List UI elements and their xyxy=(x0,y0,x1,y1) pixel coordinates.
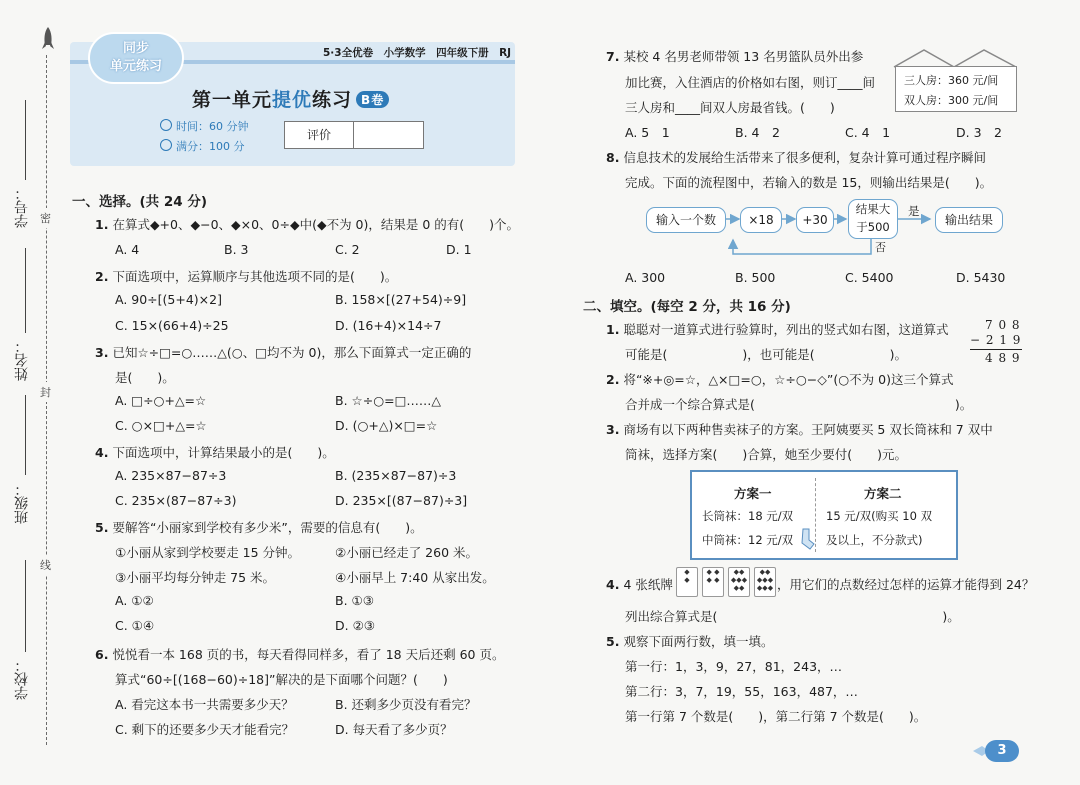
q5-info-1: ①小丽从家到学校要走 15 分钟。 xyxy=(115,545,301,560)
flow-condition-line-1: 结果大 xyxy=(855,202,891,216)
q1-option-a[interactable]: A. 4 xyxy=(115,242,140,257)
q3-text: 已知☆÷□=○……△(○、□均不为 0)，那么下面算式一定正确的 xyxy=(112,345,472,360)
q6-text: 悦悦看一本 168 页的书，每天看得同样多，看了 18 天后还剩 60 页。 xyxy=(112,647,505,662)
q1-text: 在算式◆+0、◆−0、◆×0、0÷◆中(◆不为 0)，结果是 0 的有( )个。 xyxy=(112,217,520,232)
q4-number: 4. xyxy=(95,445,109,460)
question-3 xyxy=(95,343,471,361)
plan-2-title: 方案二 xyxy=(864,486,902,501)
q8-line-1: 信息技术的发展给生活带来了很多便利，复杂计算可通过程序瞬间 xyxy=(623,150,986,165)
q8-option-c[interactable]: C. 5400 xyxy=(845,270,894,285)
q8-option-d[interactable]: D. 5430 xyxy=(956,270,1006,285)
f2-line-2[interactable]: 合并成一个综合算式是( )。 xyxy=(625,397,973,412)
name-label: 姓名： xyxy=(14,339,30,381)
q2-option-a[interactable]: A. 90÷[(5+4)×2] xyxy=(115,292,222,307)
class-label: 班级： xyxy=(14,482,30,524)
q5-info-4: ④小丽早上 7:40 从家出发。 xyxy=(335,570,495,585)
hotel-price-board xyxy=(895,66,1017,112)
sock-icon xyxy=(798,528,816,550)
title-part-c: 练习 xyxy=(312,89,353,111)
q7-option-a[interactable]: A. 5 1 xyxy=(625,125,670,140)
vertical-calc-line-3: 4 8 9 xyxy=(985,351,1021,365)
f1-number: 1. xyxy=(606,322,620,337)
plan-2-condition: 及以上，不分款式) xyxy=(826,533,923,547)
unit-practice-tag xyxy=(88,32,184,84)
f4-line-1a: 4 张纸牌 xyxy=(623,577,673,592)
q7-line-2: 加比赛，入住酒店的价格如右图，则订____间 xyxy=(625,75,876,90)
title-part-b: 提优 xyxy=(272,89,313,111)
f4-line-1b: ，用它们的点数经过怎样的运算才能得到 24？ xyxy=(777,577,1035,592)
q5-option-c[interactable]: C. ①④ xyxy=(115,618,155,633)
vertical-calc-line-2: − 2 1 9 xyxy=(970,333,1022,347)
section-2-title: 二、填空。(每空 2 分，共 16 分) xyxy=(583,299,791,315)
page-number: 3 xyxy=(985,740,1019,762)
q3-option-c[interactable]: C. ○×□+△=☆ xyxy=(115,418,207,433)
question-6 xyxy=(95,645,504,663)
q4-option-d[interactable]: D. 235×[(87−87)÷3] xyxy=(335,493,468,508)
question-8 xyxy=(606,148,986,166)
q1-option-c[interactable]: C. 2 xyxy=(335,242,360,257)
q3-option-d[interactable]: D. (○+△)×□=☆ xyxy=(335,418,438,433)
q5-number: 5. xyxy=(95,520,109,535)
binding-mark-mi: 密 xyxy=(40,208,51,228)
q1-number: 1. xyxy=(95,217,109,232)
fill-3 xyxy=(606,420,993,438)
plan-1-mid-sock: 中筒袜：12 元/双 xyxy=(702,533,794,547)
plan-1-title: 方案一 xyxy=(734,486,772,501)
q6-option-b[interactable]: B. 还剩多少页没有看完？ xyxy=(335,697,477,712)
q5-text: 要解答“小丽家到学校有多少米”，需要的信息有( )。 xyxy=(112,520,423,535)
playing-card-2: ◆ ◆ ◆ ◆ xyxy=(702,567,724,597)
time-text: 时间：60 分钟 xyxy=(176,120,249,133)
clock-icon xyxy=(160,119,172,131)
q2-option-c[interactable]: C. 15×(66+4)÷25 xyxy=(115,318,229,333)
q8-line-2: 完成。下面的流程图中，若输入的数是 15，则输出结果是( )。 xyxy=(625,175,993,190)
q3-option-b[interactable]: B. ☆÷○=□……△ xyxy=(335,393,442,408)
f4-line-2[interactable]: 列出综合算式是( )。 xyxy=(625,609,960,624)
q6-option-d[interactable]: D. 每天看了多少页？ xyxy=(335,722,453,737)
q6-option-c[interactable]: C. 剩下的还要多少天才能看完？ xyxy=(115,722,295,737)
time-info xyxy=(160,118,249,134)
question-7 xyxy=(606,47,863,65)
triple-room-price: 三人房：360 元/间 xyxy=(904,74,999,87)
f3-line-1: 商场有以下两种售卖袜子的方案。王阿姨要买 5 双长筒袜和 7 双中 xyxy=(623,422,993,437)
question-5 xyxy=(95,518,423,536)
q6-option-a[interactable]: A. 看完这本书一共需要多少天？ xyxy=(115,697,294,712)
q4-option-b[interactable]: B. (235×87−87)÷3 xyxy=(335,468,457,483)
playing-card-3: ◆◆ ◆◆◆ ◆◆ xyxy=(728,567,750,597)
f5-number: 5. xyxy=(606,634,620,649)
f5-line-4[interactable]: 第一行第 7 个数是( )，第二行第 7 个数是( )。 xyxy=(625,709,927,724)
evaluation-box[interactable] xyxy=(284,121,424,149)
q2-option-d[interactable]: D. (16+4)×14÷7 xyxy=(335,318,442,333)
q1-option-d[interactable]: D. 1 xyxy=(446,242,472,257)
title-part-a: 第一单元 xyxy=(192,89,273,111)
q2-text: 下面选项中，运算顺序与其他选项不同的是( )。 xyxy=(112,269,398,284)
student-number-label: 学号： xyxy=(14,186,30,228)
series-info: 5·3全优卷 小学数学 四年级下册 RJ xyxy=(323,47,512,59)
flow-yes-label: 是 xyxy=(908,204,920,218)
q7-number: 7. xyxy=(606,49,620,64)
q5-option-d[interactable]: D. ②③ xyxy=(335,618,375,633)
f1-line-1: 聪聪对一道算式进行验算时，列出的竖式如右图，这道算式 xyxy=(623,322,949,337)
question-4 xyxy=(95,443,335,461)
q8-option-a[interactable]: A. 300 xyxy=(625,270,666,285)
q3-option-a[interactable]: A. □÷○+△=☆ xyxy=(115,393,207,408)
f2-number: 2. xyxy=(606,372,620,387)
double-room-price: 双人房：300 元/间 xyxy=(904,94,999,107)
fill-2 xyxy=(606,370,953,388)
q8-option-b[interactable]: B. 500 xyxy=(735,270,776,285)
fill-4 xyxy=(606,575,673,593)
q3-number: 3. xyxy=(95,345,109,360)
f5-row-1: 第一行：1，3，9，27，81，243，… xyxy=(625,659,843,674)
q7-option-d[interactable]: D. 3 2 xyxy=(956,125,1002,140)
school-label: 学校： xyxy=(14,658,30,700)
school-field[interactable] xyxy=(25,560,26,652)
q7-line-3: 三人房和____间双人房最省钱。( ) xyxy=(625,100,835,115)
playing-card-1: ◆ ◆ xyxy=(676,567,698,597)
tag-line-2: 单元练习 xyxy=(109,59,162,74)
flow-condition-box xyxy=(848,199,898,239)
tag-line-1: 同步 xyxy=(122,41,149,56)
flow-input-box: 输入一个数 xyxy=(646,207,726,233)
flow-multiply-box: ×18 xyxy=(740,207,782,233)
q2-option-b[interactable]: B. 158×[(27+54)÷9] xyxy=(335,292,467,307)
version-badge: B卷 xyxy=(356,91,389,108)
f4-number: 4. xyxy=(606,577,620,592)
check-icon xyxy=(160,139,172,151)
q4-text: 下面选项中，计算结果最小的是( )。 xyxy=(112,445,335,460)
student-number-field[interactable] xyxy=(25,100,26,180)
vertical-calc-line-1: 7 0 8 xyxy=(985,318,1021,332)
fill-5 xyxy=(606,632,773,650)
q5-option-a[interactable]: A. ①② xyxy=(115,593,154,608)
q2-number: 2. xyxy=(95,269,109,284)
q7-option-b[interactable]: B. 4 2 xyxy=(735,125,780,140)
q5-info-3: ③小丽平均每分钟走 75 米。 xyxy=(115,570,276,585)
question-1 xyxy=(95,215,519,233)
f1-line-2[interactable]: 可能是( )，也可能是( )。 xyxy=(625,347,908,362)
flow-add-box: +30 xyxy=(796,207,834,233)
f5-line-1: 观察下面两行数，填一填。 xyxy=(623,634,774,649)
plan-2-price: 15 元/双(购买 10 双 xyxy=(826,509,933,523)
f5-row-2: 第二行：3，7，19，55，163，487，… xyxy=(625,684,858,699)
q4-option-a[interactable]: A. 235×87−87÷3 xyxy=(115,468,227,483)
name-field[interactable] xyxy=(25,248,26,333)
vertical-calc-rule xyxy=(970,349,1022,350)
evaluation-label: 评价 xyxy=(285,122,354,148)
flow-condition-line-2: 于500 xyxy=(856,220,890,234)
flow-output-box: 输出结果 xyxy=(935,207,1003,233)
q7-option-c[interactable]: C. 4 1 xyxy=(845,125,891,140)
section-1-title: 一、选择。(共 24 分) xyxy=(72,194,208,210)
f3-line-2[interactable]: 筒袜，选择方案( )合算，她至少要付( )元。 xyxy=(625,447,908,462)
score-text: 满分：100 分 xyxy=(176,140,245,153)
playing-card-4: ◆◆ ◆◆◆ ◆◆◆ xyxy=(754,567,776,597)
q3-text-cont: 是( )。 xyxy=(115,370,175,385)
binding-mark-feng: 封 xyxy=(40,382,51,402)
sock-plans-table xyxy=(690,470,958,560)
rocket-icon xyxy=(41,26,55,52)
binding-mark-xian: 线 xyxy=(40,555,51,575)
class-field[interactable] xyxy=(25,395,26,475)
plan-1-long-sock: 长筒袜：18 元/双 xyxy=(702,509,794,523)
f3-number: 3. xyxy=(606,422,620,437)
q5-info-2: ②小丽已经走了 260 米。 xyxy=(335,545,479,560)
fill-1 xyxy=(606,320,948,338)
page-title xyxy=(192,85,389,112)
q1-option-b[interactable]: B. 3 xyxy=(224,242,249,257)
q6-text-cont: 算式“60÷[(168−60)÷18]”解决的是下面哪个问题？( ) xyxy=(115,672,448,687)
q8-number: 8. xyxy=(606,150,620,165)
flow-no-label: 否 xyxy=(875,241,886,254)
f2-line-1: 将“※+◎=☆，△×□=○，☆÷○−◇”(○不为 0)这三个算式 xyxy=(623,372,954,387)
q6-number: 6. xyxy=(95,647,109,662)
q7-line-1: 某校 4 名男老师带领 13 名男篮队员外出参 xyxy=(623,49,864,64)
score-info xyxy=(160,138,245,154)
q4-option-c[interactable]: C. 235×(87−87÷3) xyxy=(115,493,237,508)
question-2 xyxy=(95,267,397,285)
q5-option-b[interactable]: B. ①③ xyxy=(335,593,374,608)
